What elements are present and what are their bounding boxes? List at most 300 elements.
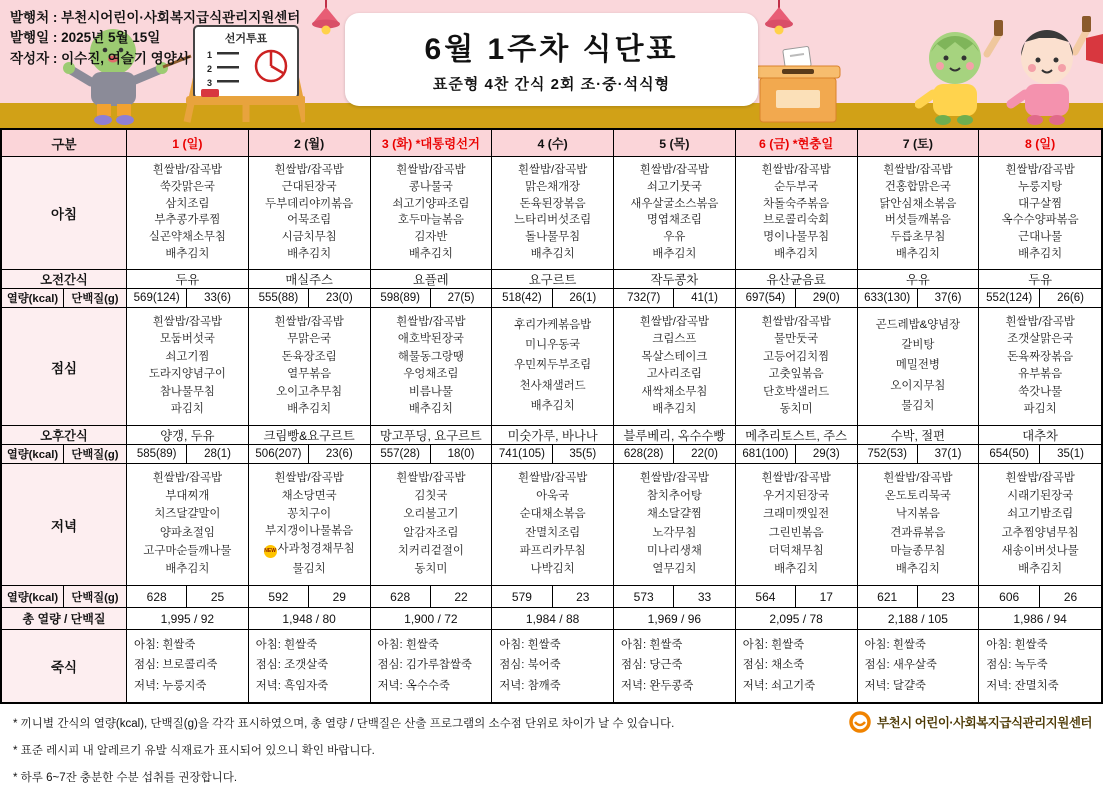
menu-item: 파김치 <box>1023 403 1057 416</box>
kcal-label: 열량(kcal) <box>2 445 64 463</box>
lunch-day-2 <box>249 308 371 426</box>
breakfast-day-2 <box>249 157 371 270</box>
day-header-5: 5 (목) <box>614 130 736 157</box>
menu-item: 오이고추무침 <box>276 385 343 398</box>
day-header-3: 3 (화) *대통령선거 <box>371 130 493 157</box>
menu-item: 도라지양념구이 <box>148 368 226 381</box>
menu-item: 온도토리묵국 <box>884 490 951 503</box>
kcal-value: 518(42) <box>492 289 552 307</box>
kcal-2-day-8 <box>979 445 1101 464</box>
porridge-item: 점심: 브로콜리죽 <box>134 659 218 672</box>
kcal-1-day-5 <box>614 289 736 308</box>
menu-item: 치즈달걀말이 <box>154 508 221 521</box>
menu-item: 시금치무침 <box>281 231 337 244</box>
menu-item: 배추김치 <box>287 248 332 261</box>
protein-value: 26(1) <box>569 292 597 304</box>
porridge-item: 점심: 채소죽 <box>742 659 805 672</box>
menu-item: 부지갱이나물볶음 <box>265 525 354 538</box>
menu-item: 새우살굴소스볶음 <box>630 197 719 210</box>
kcal-label: 열량(kcal) <box>2 289 64 307</box>
menu-item: 물김치 <box>901 400 935 413</box>
am-snack-day-1: 두유 <box>127 270 249 289</box>
menu-item: 단호박샐러드 <box>763 385 830 398</box>
menu-item: 돌나물무침 <box>525 231 581 244</box>
menu-item: 배추김치 <box>1018 248 1063 261</box>
menu-item: 크래미깻잎전 <box>763 508 830 521</box>
protein-value: 25 <box>210 589 225 604</box>
menu-item: 근대된장국 <box>281 180 337 193</box>
protein-value: 22(0) <box>691 448 718 460</box>
protein-label: 단백질(g) <box>71 591 119 604</box>
menu-item: 우민찌두부조림 <box>514 359 592 372</box>
kcal-3-day-6 <box>736 586 858 608</box>
kcal-1-label <box>2 289 127 308</box>
am-snack-day-2: 매실주스 <box>249 270 371 289</box>
menu-item: 삼치조림 <box>165 197 210 210</box>
publish-date-line: 발행일 : 2025년 5월 15일 <box>10 30 161 46</box>
porridge-label: 죽식 <box>2 630 127 702</box>
kcal-value: 628 <box>127 586 187 607</box>
menu-item: 돈육짜장볶음 <box>1007 350 1074 363</box>
menu-item: 배추김치 <box>165 562 210 575</box>
protein-value: 23 <box>941 589 955 604</box>
protein-value: 35(1) <box>1057 448 1084 460</box>
lunch-day-6 <box>736 308 858 426</box>
breakfast-day-6 <box>736 157 858 270</box>
breakfast-day-7 <box>858 157 980 270</box>
page-subtitle: 표준형 4찬 간식 2회 조·중·석식형 <box>432 76 671 93</box>
porridge-day-3 <box>371 630 493 702</box>
menu-item: 배추김치 <box>408 248 453 261</box>
menu-item: 김자반 <box>414 231 448 244</box>
lunch-day-7 <box>858 308 980 426</box>
menu-item: 열무볶음 <box>287 368 332 381</box>
menu-item: 흰쌀밥/잡곡밥 <box>274 471 344 484</box>
menu-item: 나박김치 <box>530 562 575 575</box>
menu-item: 쇠고기밤조림 <box>1007 508 1074 521</box>
breakfast-day-3 <box>371 157 493 270</box>
kcal-3-day-7 <box>858 586 980 608</box>
porridge-day-4 <box>492 630 614 702</box>
menu-item: 새싹채소무침 <box>641 385 708 398</box>
lunch-row <box>2 308 1101 426</box>
breakfast-day-8 <box>979 157 1101 270</box>
menu-item: 두릅초무침 <box>890 231 946 244</box>
kcal-value: 606 <box>979 586 1040 607</box>
porridge-item: 저녁: 달걀죽 <box>864 679 926 692</box>
protein-value: 41(1) <box>691 292 718 304</box>
menu-item: 고춧잎볶음 <box>768 368 824 381</box>
menu-item: 흰쌀밥/잡곡밥 <box>1005 163 1075 176</box>
kcal-value: 585(89) <box>127 445 187 463</box>
menu-item: 새송이버섯나물 <box>1001 544 1079 557</box>
smiley-logo-icon <box>848 710 872 734</box>
porridge-item: 저녁: 쇠고기죽 <box>742 679 816 692</box>
total-label: 총 열량 / 단백질 <box>2 608 127 630</box>
menu-item: 고사리조림 <box>646 368 702 381</box>
menu-item: 양파초절임 <box>159 526 215 539</box>
dinner-day-4 <box>492 464 614 586</box>
menu-item: 아욱국 <box>536 490 570 503</box>
total-day-2: 1,948 / 80 <box>249 608 371 630</box>
menu-item: 그린빈볶음 <box>768 526 824 539</box>
menu-item: 견과류볶음 <box>890 526 946 539</box>
pm-snack-day-8: 대추차 <box>979 426 1101 445</box>
menu-item: 우유 <box>663 231 686 244</box>
menu-item: 닭안심채소볶음 <box>879 197 957 210</box>
total-day-8: 1,986 / 94 <box>979 608 1101 630</box>
menu-item: 파프리카무침 <box>519 544 586 557</box>
menu-item: 쇠고기찜 <box>165 350 210 363</box>
porridge-item: 점심: 김가루찹쌀죽 <box>377 659 472 672</box>
menu-item: 동치미 <box>414 562 448 575</box>
menu-item: 물김치 <box>292 563 326 576</box>
protein-value: 23(6) <box>325 448 353 460</box>
pm-snack-day-2: 크림빵&요구르트 <box>249 426 371 445</box>
porridge-row <box>2 630 1101 702</box>
porridge-day-1 <box>127 630 249 702</box>
kcal-1-day-2 <box>249 289 371 308</box>
menu-item: 흰쌀밥/잡곡밥 <box>883 472 953 485</box>
am-snack-day-5: 작두콩차 <box>614 270 736 289</box>
kcal-2-day-2 <box>249 445 371 464</box>
menu-item: 무맑은국 <box>287 333 332 346</box>
kcal-value: 555(88) <box>249 289 309 307</box>
menu-item: 배추김치 <box>408 403 453 416</box>
kcal-1-row <box>2 289 1101 308</box>
menu-item: 메밀전병 <box>895 359 940 372</box>
protein-label: 단백질(g) <box>71 293 119 305</box>
menu-item: 흰쌀밥/잡곡밥 <box>152 472 222 485</box>
kcal-value: 579 <box>492 586 552 607</box>
am-snack-day-6: 유산균음료 <box>736 270 858 289</box>
day-header-4: 4 (수) <box>492 130 614 157</box>
child-character-2 <box>1011 16 1091 125</box>
menu-item: 오이지무침 <box>890 379 946 392</box>
page-title: 6월 1주차 식단표 <box>424 33 679 66</box>
menu-item: 배추김치 <box>895 248 940 261</box>
menu-item: 낙지볶음 <box>895 508 940 521</box>
porridge-day-7 <box>858 630 980 702</box>
pm-snack-row <box>2 426 1101 445</box>
menu-item: 흰쌀밥/잡곡밥 <box>396 315 466 328</box>
kcal-value: 552(124) <box>979 289 1040 307</box>
kcal-label: 열량(kcal) <box>2 586 64 607</box>
kcal-value: 592 <box>249 586 309 607</box>
protein-value: 33 <box>697 589 712 604</box>
porridge-item: 점심: 조갯살죽 <box>255 659 329 672</box>
protein-value: 23(0) <box>325 292 353 304</box>
menu-item: 시래기된장국 <box>1007 490 1074 503</box>
porridge-item: 아침: 흰쌀죽 <box>377 639 439 652</box>
menu-item: 맑은채개장 <box>525 180 581 193</box>
porridge-day-8 <box>979 630 1101 702</box>
menu-item: 쇠고기뭇국 <box>646 180 702 193</box>
menu-item: 흰쌀밥/잡곡밥 <box>639 472 709 485</box>
kcal-value: 697(54) <box>736 289 796 307</box>
kcal-value: 741(105) <box>492 445 552 463</box>
kcal-3-day-8 <box>979 586 1101 608</box>
menu-item: 흰쌀밥/잡곡밥 <box>152 315 222 328</box>
publisher-line: 발행처 : 부천시어린이·사회복지급식관리지원센터 <box>10 10 301 25</box>
svg-text:3: 3 <box>207 78 213 88</box>
menu-item: 돈육장조림 <box>281 350 337 363</box>
lamp-icon <box>758 0 800 40</box>
am-snack-day-3: 요플레 <box>371 270 493 289</box>
menu-item: 천사채샐러드 <box>519 379 586 392</box>
menu-item: 배추김치 <box>530 400 575 413</box>
lunch-day-5 <box>614 308 736 426</box>
protein-value: 18(0) <box>447 448 475 460</box>
publisher-info <box>10 8 300 69</box>
kcal-1-day-1 <box>127 289 249 308</box>
porridge-item: 아침: 흰쌀죽 <box>864 639 926 652</box>
menu-item: 오리불고기 <box>403 508 459 521</box>
lunch-day-8 <box>979 308 1101 426</box>
menu-item: 건홍합맑은국 <box>884 180 951 193</box>
dinner-day-1 <box>127 464 249 586</box>
menu-item: 마늘종무침 <box>890 544 946 557</box>
menu-item: 쇠고기양파조림 <box>392 197 470 210</box>
protein-value: 37(6) <box>934 292 962 304</box>
porridge-item: 저녁: 흑임자죽 <box>255 679 329 692</box>
kcal-value: 654(50) <box>979 445 1040 463</box>
kcal-value: 628(28) <box>614 445 674 463</box>
dinner-day-2 <box>249 464 371 586</box>
kcal-2-day-6 <box>736 445 858 464</box>
total-day-5: 1,969 / 96 <box>614 608 736 630</box>
porridge-item: 저녁: 누룽지죽 <box>134 679 207 692</box>
menu-item: 대구살찜 <box>1018 197 1063 210</box>
porridge-item: 아침: 흰쌀죽 <box>986 639 1048 652</box>
menu-item: 쑥갓나물 <box>1018 385 1063 398</box>
menu-item: 흰쌀밥/잡곡밥 <box>152 163 222 176</box>
day-header-2: 2 (월) <box>249 130 371 157</box>
new-badge-icon: NEW <box>264 545 277 558</box>
kcal-2-day-4 <box>492 445 614 464</box>
porridge-item: 저녁: 완두콩죽 <box>621 679 694 692</box>
lunch-day-1 <box>127 308 249 426</box>
breakfast-row <box>2 157 1101 270</box>
kcal-2-day-1 <box>127 445 249 464</box>
kcal-3-day-5 <box>614 586 736 608</box>
menu-item: 김칫국 <box>414 490 448 503</box>
am-snack-row <box>2 270 1101 289</box>
pm-snack-day-6: 메추리토스트, 주스 <box>736 426 858 445</box>
lunch-day-4 <box>492 308 614 426</box>
child-character-1 <box>919 20 1003 125</box>
red-pennant-icon <box>1086 34 1103 68</box>
footnote-3: * 하루 6~7잔 충분한 수분 섭취를 권장합니다. <box>13 772 238 784</box>
menu-item: 명엽채조림 <box>646 214 702 227</box>
am-snack-day-8: 두유 <box>979 270 1101 289</box>
kcal-value: 621 <box>858 586 918 607</box>
kcal-3-row <box>2 586 1101 608</box>
menu-item: 참나물무침 <box>159 385 215 398</box>
pm-snack-day-4: 미숫가루, 바나나 <box>492 426 614 445</box>
logo-text: 부천시 어린이·사회복지급식관리지원센터 <box>877 716 1092 730</box>
kcal-value: 506(207) <box>249 445 309 463</box>
menu-item: NEW 사과청경채무침 <box>264 544 355 558</box>
lamp-icon <box>305 0 347 40</box>
porridge-item: 아침: 흰쌀죽 <box>255 639 318 652</box>
menu-item: 더덕채무침 <box>768 544 824 557</box>
menu-item: 흰쌀밥/잡곡밥 <box>396 163 466 176</box>
lunch-day-3 <box>371 308 493 426</box>
breakfast-day-4 <box>492 157 614 270</box>
total-day-6: 2,095 / 78 <box>736 608 858 630</box>
pm-snack-day-5: 블루베리, 옥수수빵 <box>614 426 736 445</box>
protein-value: 29 <box>332 589 346 604</box>
protein-value: 33(6) <box>204 292 231 304</box>
protein-value: 29(3) <box>812 448 840 460</box>
menu-item: 애호박된장국 <box>397 333 464 346</box>
kcal-value: 564 <box>736 586 796 607</box>
corner-label-cell: 구분 <box>2 130 127 157</box>
kcal-value: 628 <box>371 586 431 607</box>
kcal-2-label <box>2 445 127 464</box>
porridge-item: 점심: 북어죽 <box>499 659 561 672</box>
pm-snack-day-7: 수박, 절편 <box>858 426 980 445</box>
total-day-1: 1,995 / 92 <box>127 608 249 630</box>
header-banner <box>0 0 1103 128</box>
menu-item: 흰쌀밥/잡곡밥 <box>396 472 466 485</box>
center-logo <box>848 710 1092 734</box>
menu-item: 비름나물 <box>408 385 453 398</box>
kcal-3-day-4 <box>492 586 614 608</box>
menu-item: 배추김치 <box>774 248 819 261</box>
menu-item: 콩나물국 <box>408 180 453 193</box>
kcal-value: 569(124) <box>127 289 187 307</box>
menu-item: 어묵조림 <box>287 214 332 227</box>
menu-item: 배추김치 <box>652 248 697 261</box>
protein-value: 29(0) <box>812 292 840 304</box>
dinner-day-6 <box>736 464 858 586</box>
dinner-row <box>2 464 1101 586</box>
total-day-4: 1,984 / 88 <box>492 608 614 630</box>
menu-item: 배추김치 <box>895 562 940 575</box>
porridge-day-5 <box>614 630 736 702</box>
protein-value: 23 <box>576 589 590 604</box>
menu-item: 고구마순들깨나물 <box>143 544 232 557</box>
kcal-value: 557(28) <box>371 445 431 463</box>
kcal-value: 752(53) <box>858 445 918 463</box>
dinner-day-5 <box>614 464 736 586</box>
title-card <box>345 13 758 106</box>
menu-item: 명이나물무침 <box>763 231 830 244</box>
menu-item: 목살스테이크 <box>641 350 708 363</box>
breakfast-day-1 <box>127 157 249 270</box>
menu-item: 브로콜리숙회 <box>763 214 830 227</box>
menu-item: 미나리생채 <box>646 544 702 557</box>
menu-item: 잔멸치조림 <box>525 526 581 539</box>
porridge-item: 점심: 새우살죽 <box>864 659 937 672</box>
menu-item: 우엉채조림 <box>403 368 459 381</box>
protein-value: 35(5) <box>569 448 597 460</box>
menu-item: 꽁치구이 <box>287 507 332 520</box>
kcal-value: 732(7) <box>614 289 674 307</box>
menu-item: 순두부국 <box>774 180 819 193</box>
kcal-2-day-5 <box>614 445 736 464</box>
easel-sign-text: 선거투표 <box>224 33 268 45</box>
kcal-2-day-7 <box>858 445 980 464</box>
porridge-item: 아침: 흰쌀죽 <box>134 639 196 652</box>
total-day-7: 2,188 / 105 <box>858 608 980 630</box>
protein-value: 27(5) <box>447 292 475 304</box>
menu-item: 모둠버섯국 <box>159 333 215 346</box>
menu-item: 흰쌀밥/잡곡밥 <box>1005 315 1075 328</box>
children-characters <box>915 16 1103 126</box>
dinner-day-3 <box>371 464 493 586</box>
menu-item: 치커리겉절이 <box>397 544 464 557</box>
kcal-3-label <box>2 586 127 608</box>
menu-item: 옥수수양파볶음 <box>1001 214 1079 227</box>
total-day-3: 1,900 / 72 <box>371 608 493 630</box>
menu-item: 부추콩가루찜 <box>154 214 221 227</box>
kcal-value: 681(100) <box>736 445 796 463</box>
protein-value: 28(1) <box>204 448 231 460</box>
porridge-item: 점심: 녹두죽 <box>986 659 1048 672</box>
porridge-item: 아침: 흰쌀죽 <box>742 639 805 652</box>
menu-item: 흰쌀밥/잡곡밥 <box>518 472 588 485</box>
protein-value: 17 <box>819 589 833 604</box>
svg-text:1: 1 <box>207 50 213 60</box>
menu-item: 쑥갓맑은국 <box>159 180 215 193</box>
menu-item: 누룽지탕 <box>1018 180 1063 193</box>
porridge-item: 저녁: 잔멸치죽 <box>986 679 1059 692</box>
menu-item: 흰쌀밥/잡곡밥 <box>761 315 831 328</box>
menu-item: 참치추어탕 <box>646 490 702 503</box>
menu-item: 배추김치 <box>1018 562 1063 575</box>
day-header-7: 7 (토) <box>858 130 980 157</box>
footnote-2: * 표준 레시피 내 알레르기 유발 식재료가 표시되어 있으니 확인 바랍니다. <box>13 745 375 757</box>
pm-snack-day-1: 양갱, 두유 <box>127 426 249 445</box>
menu-item: 크림스프 <box>652 333 697 346</box>
porridge-item: 아침: 흰쌀죽 <box>499 639 561 652</box>
menu-item: 흰쌀밥/잡곡밥 <box>274 315 344 328</box>
protein-value: 22 <box>454 589 468 604</box>
menu-item: 물만둣국 <box>774 333 819 346</box>
dinner-day-7 <box>858 464 980 586</box>
protein-value: 26 <box>1063 589 1078 604</box>
porridge-item: 점심: 당근죽 <box>621 659 683 672</box>
menu-item: 파김치 <box>170 403 204 416</box>
protein-label: 단백질(g) <box>71 449 119 461</box>
protein-value: 26(6) <box>1057 292 1084 304</box>
kcal-1-day-8 <box>979 289 1101 308</box>
kcal-2-row <box>2 445 1101 464</box>
footer <box>0 704 1103 784</box>
am-snack-day-7: 우유 <box>858 270 980 289</box>
menu-item: 노각무침 <box>652 526 697 539</box>
lunch-label: 점심 <box>2 308 127 426</box>
kcal-value: 598(89) <box>371 289 431 307</box>
menu-item: 흰쌀밥/잡곡밥 <box>639 315 709 328</box>
breakfast-label: 아침 <box>2 157 127 270</box>
day-header-8: 8 (일) <box>979 130 1101 157</box>
kcal-1-day-6 <box>736 289 858 308</box>
menu-item: 고추찜양념무침 <box>1001 526 1079 539</box>
menu-item: 흰쌀밥/잡곡밥 <box>1005 472 1075 485</box>
kcal-3-day-3 <box>371 586 493 608</box>
porridge-item: 아침: 흰쌀죽 <box>621 639 683 652</box>
menu-item: 근대나물 <box>1018 231 1063 244</box>
protein-value: 37(1) <box>934 448 962 460</box>
menu-item: 흰쌀밥/잡곡밥 <box>761 163 831 176</box>
menu-table <box>0 128 1103 704</box>
menu-item: 느타리버섯조림 <box>514 214 592 227</box>
menu-item: 곤드레밥&양념장 <box>875 318 961 331</box>
